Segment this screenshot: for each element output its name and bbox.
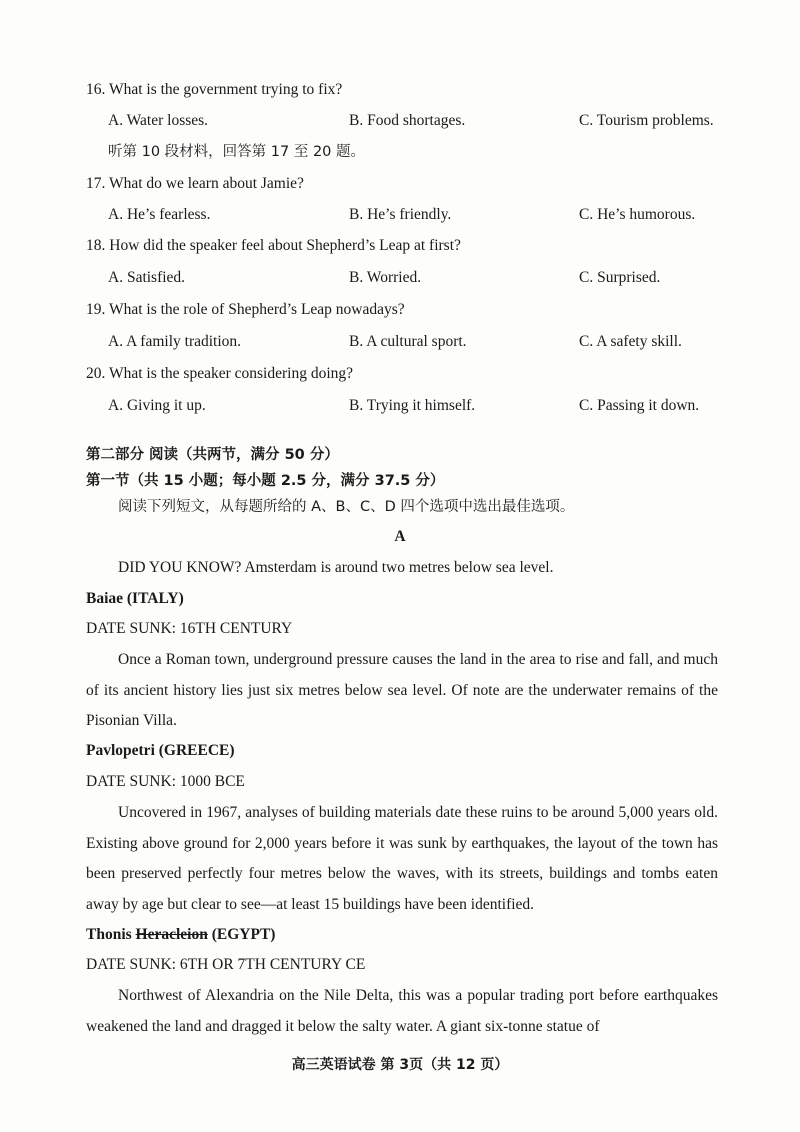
section-heading: 第二部分 阅读（共两节，满分 50 分） xyxy=(86,447,339,463)
place-heading-thonis xyxy=(86,925,275,945)
q16-option-a: A. Water losses. xyxy=(108,112,209,129)
q19-option-c: C. A safety skill. xyxy=(579,333,682,350)
passage-label: A xyxy=(394,528,406,545)
q19-option-a: A. A family tradition. xyxy=(108,333,242,350)
place-heading-baiae: Baiae (ITALY) xyxy=(86,590,184,607)
q17-option-b: B. He’s friendly. xyxy=(349,206,452,223)
q16-option-b: B. Food shortages. xyxy=(349,112,466,129)
q20-option-a: A. Giving it up. xyxy=(108,397,206,414)
q19-option-b: B. A cultural sport. xyxy=(349,333,467,350)
question-18: 18. How did the speaker feel about Shepherd’s Leap at first? xyxy=(86,237,461,254)
q18-option-a: A. Satisfied. xyxy=(108,269,186,286)
q20-option-b: B. Trying it himself. xyxy=(349,397,476,414)
listening-instruction: 听第 10 段材料，回答第 17 至 20 题。 xyxy=(108,144,366,160)
question-17: 17. What do we learn about Jamie? xyxy=(86,175,304,192)
date-sunk-pavlopetri: DATE SUNK: 1000 BCE xyxy=(86,773,245,790)
reading-instruction: 阅读下列短文，从每题所给的 A、B、C、D 四个选项中选出最佳选项。 xyxy=(118,499,575,515)
passage-intro: DID YOU KNOW? Amsterdam is around two metres below sea level. xyxy=(118,559,554,576)
q17-option-c: C. He’s humorous. xyxy=(579,206,696,223)
q18-option-b: B. Worried. xyxy=(349,269,422,286)
date-sunk-baiae: DATE SUNK: 16TH CENTURY xyxy=(86,620,293,637)
paragraph-thonis: Northwest of Alexandria on the Nile Delta, this was a popular trading port before earthquakes weakened the land and dragged it below the salty water. A giant six-tonne statue of xyxy=(86,987,718,1035)
place-name-heracleion-struck: Heracleion xyxy=(135,926,208,943)
question-19: 19. What is the role of Shepherd’s Leap nowadays? xyxy=(86,301,405,318)
paragraph-baiae: Once a Roman town, underground pressure causes the land in the area to rise and fall, and much of its ancient history lies just six metres below sea level. Of note are the underwater remains of the Pisonian Villa. xyxy=(86,651,718,729)
place-country-egypt: (EGYPT) xyxy=(207,926,276,943)
subsection-heading: 第一节（共 15 小题；每小题 2.5 分，满分 37.5 分） xyxy=(86,473,445,489)
paragraph-pavlopetri: Uncovered in 1967, analyses of building materials date these ruins to be around 5,000 years old. Existing above ground for 2,000 years before it was sunk by earthquakes, the layout of the town has been preserved perfectly four metres below the waves, with its streets, buildings and tombs eaten away by age but clear to see—at least 15 buildings have been identified. xyxy=(86,804,718,913)
date-sunk-thonis: DATE SUNK: 6TH OR 7TH CENTURY CE xyxy=(86,956,366,973)
question-20: 20. What is the speaker considering doing? xyxy=(86,365,354,382)
page-footer: 高三英语试卷 第 3页（共 12 页） xyxy=(291,1057,509,1073)
place-heading-pavlopetri: Pavlopetri (GREECE) xyxy=(86,742,235,759)
q18-option-c: C. Surprised. xyxy=(579,269,661,286)
q17-option-a: A. He’s fearless. xyxy=(108,206,211,223)
place-name-thonis: Thonis xyxy=(86,926,136,943)
question-16: 16. What is the government trying to fix? xyxy=(86,81,343,98)
q16-option-c: C. Tourism problems. xyxy=(579,112,714,129)
q20-option-c: C. Passing it down. xyxy=(579,397,700,414)
